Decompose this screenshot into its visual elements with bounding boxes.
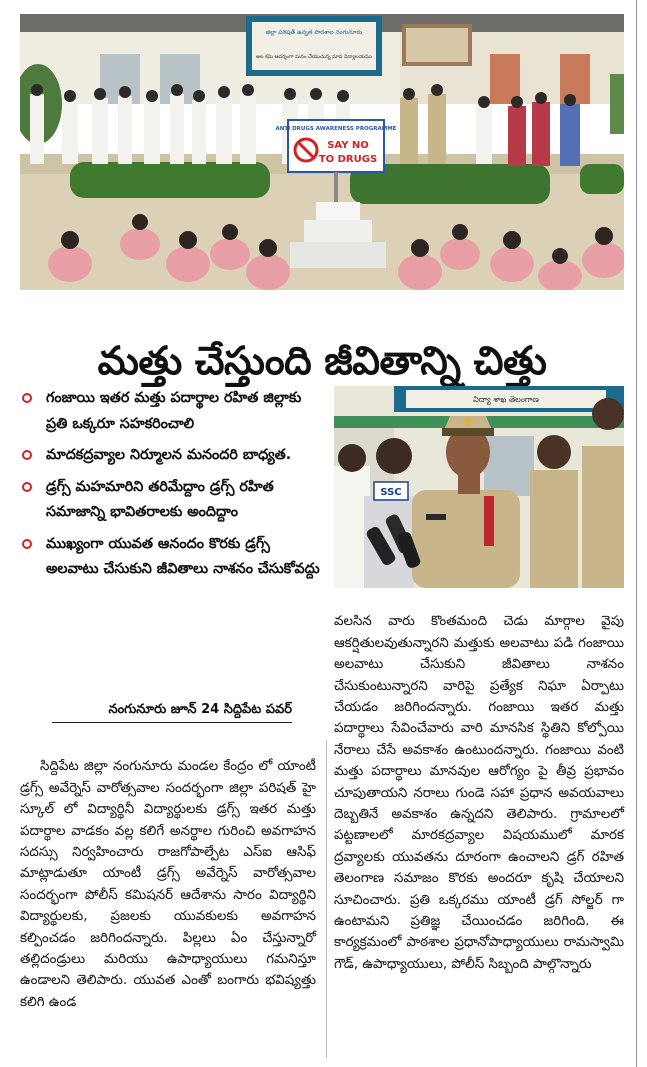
highlight-text: మాదకద్రవ్యాల నిర్మూలన మనందరి బాధ్యత. [46, 447, 292, 463]
bullet-icon [22, 482, 32, 492]
page-edge-rule [636, 0, 637, 1067]
mic-flag-label: SSC [380, 487, 402, 498]
dateline: నంగునూరు జూన్ 24 సిద్దిపేట పవర్ [52, 700, 292, 723]
highlight-item [20, 532, 320, 583]
highlight-item [20, 386, 320, 437]
column-divider [326, 740, 327, 1058]
highlight-text: ముఖ్యంగా యువత ఆనందం కొరకు డ్రగ్స్ అలవాటు చేసుకుని జీవితాలు నాశనం చేసుకోవద్దు [46, 535, 320, 577]
headline: మత్తు చేస్తుంది జీవితాన్ని చిత్తు [97, 339, 547, 385]
wall-board-text: విద్యా శాఖ తెలంగాణ [473, 395, 539, 404]
highlight-item [20, 475, 320, 526]
police-interview-photo [334, 386, 624, 588]
highlight-text: గంజాయి ఇతర మత్తు పదార్థాల రహిత జిల్లాకు ప్రతి ఒక్కరూ సహకరించాలి [46, 390, 302, 432]
stand-banner-title: ANTI DRUGS AWARENESS PROGRAMME [275, 126, 397, 132]
highlights-list [20, 386, 320, 589]
article-body-right: వలసిన వారు కొంతమంది చెడు మార్గాల వైపు ఆకర్షితులవుతున్నారని మత్తుకు అలవాటు పడి గంజాయి అలవాటు చేసుకుని జీవితాలు నాశనం చేసుకుంటున్నారని వారిపై ప్రత్యేక నిఘా ఏర్పాటు చేయడం జరిగిందన్నారు. గంజాయి ఇతర మత్తు పదార్థాలు సేవించేవారు వారి మానసిక స్థితిని కోల్పోయి నేరాలు చేసే అవకాశం ఉంటుందన్నారు. గంజాయి వంటి మత్తు పదార్థాలు మానవుల ఆరోగ్యం పై తీవ్ర ప్రభావం చూపుతాయని నరాలు గుండె సహా ప్రధాన అవయవాలు దెబ్బతినే అవకాశం ఉన్నదని తెలిపారు. గ్రామాలలో పట్టణాలలో మారకద్రవ్యాల విషయములో మారక ద్రవ్యాలకు యువతను దూరంగా ఉంచాలని డ్రగ్ రహిత తెలంగాణ సమాజం కొరకు అందరూ కృషి చేయాలని సూచించారు. ప్రతి ఒక్కరము యాంటీ డ్రగ్ సోల్జర్ గా ఉంటామని ప్రతిజ్ఞ చేయించడం జరిగింది. ఈ కార్యక్రమంలో పాఠశాల ప్రధానోపాధ్యాయులు రామస్వామి గౌడ్, ఉపాధ్యాయులు, పోలీస్ సిబ్బంది పాల్గొన్నారు [334, 614, 624, 972]
highlight-text: డ్రగ్స్ మహమారిని తరిమేద్దాం డ్రగ్స్ రహిత సమాజాన్ని భావితరాలకు అందిద్దాం [46, 478, 274, 520]
stand-banner-slogan-2: TO DRUGS [318, 154, 378, 165]
school-board-subtext: అల కమి ఆదర్శంగా మనం చేయుచున్న మాన విద్యాలయము [255, 54, 373, 60]
bullet-icon [22, 539, 32, 549]
highlight-item [20, 443, 320, 469]
bullet-icon [22, 393, 32, 403]
event-photo [20, 14, 624, 290]
school-board-text: జిల్లా పరిషత్ ఉన్నత పాఠశాల నంగునూరు [265, 29, 363, 36]
article-body-left: సిద్దిపేట జిల్లా నంగునూరు మండల కేంద్రం లో యాంటీ డ్రగ్స్ అవేర్నెస్ వారోత్సవాల సందర్భంగా జిల్లా పరిషత్ హై స్కూల్ లో విద్యార్థినీ విద్యార్థులకు డ్రగ్స్ ఇతర మత్తు పదార్థాల వాడకం వల్ల కలిగే అనర్థాల గురించి అవగాహన సదస్సు నిర్వహించారు రాజగోపాల్పేట ఎస్ఐ ఆసిఫ్ మాట్లాడుతూ యాంటీ డ్రగ్స్ అవేర్నెస్ వారోత్సవాల సందర్భంగా పోలీస్ కమిషనర్ ఆదేశాను సారం విద్యార్థిని విద్యార్థులకు, ప్రజలకు యువకులకు అవగాహన కల్పించడం జరిగిందన్నారు. పిల్లలు ఏం చేస్తున్నారో తల్లిదండ్రులు మరియు ఉపాధ్యాయులు గమనిస్తూ ఉండాలని తెలిపారు. యువత ఎంతో బంగారు భవిష్యత్తు కలిగి ఉండ [20, 759, 316, 1010]
bullet-icon [22, 450, 32, 460]
stand-banner-slogan-1: SAY NO [327, 140, 369, 151]
